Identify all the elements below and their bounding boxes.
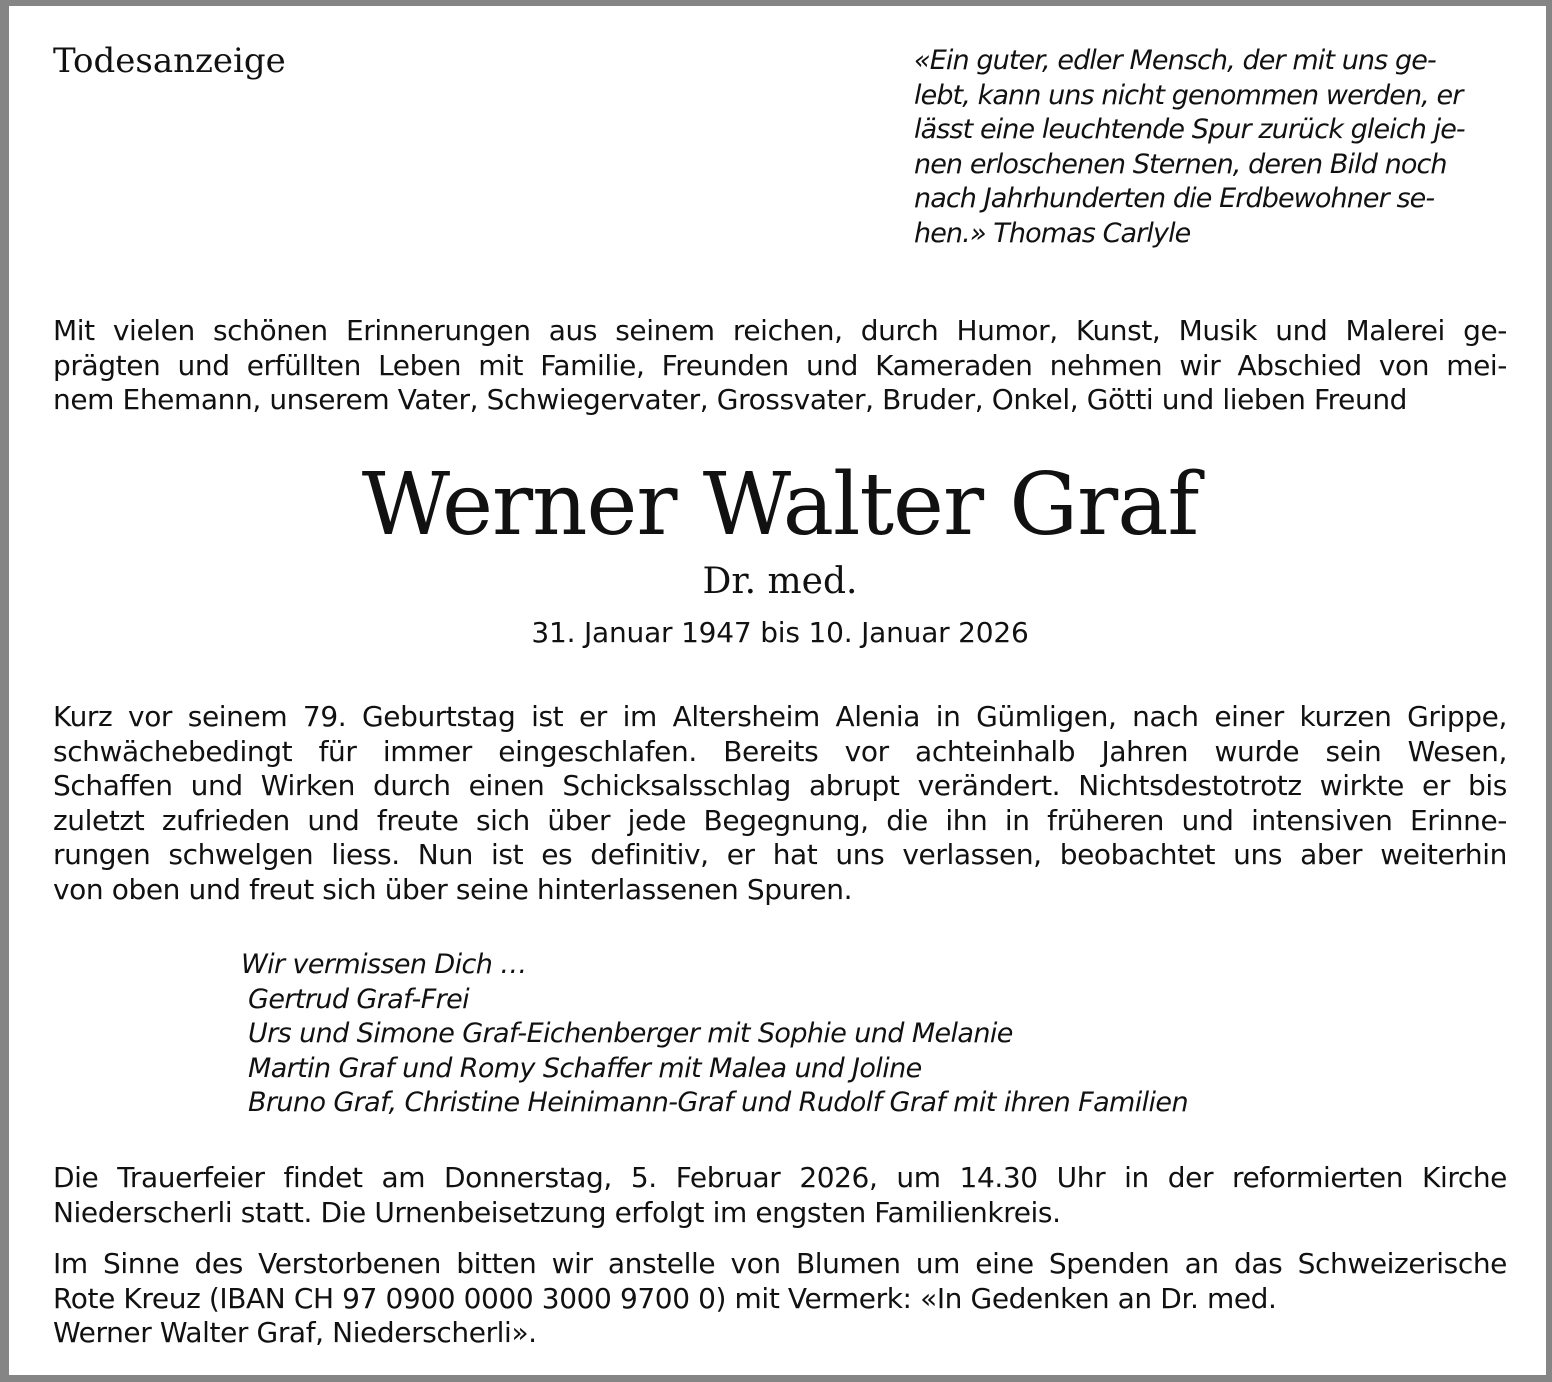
mourner-name: Urs und Simone Graf-Eichenberger mit Sophie und Melanie [248,1018,1013,1049]
bio-line: zuletzt zufrieden und freute sich über jede Begegnung, die ihn in früheren und intensiven Erinne- [53,803,1507,837]
donation-paragraph [53,1247,1507,1351]
biography-paragraph [53,700,1507,907]
ceremony-paragraph [53,1161,1507,1230]
ceremony-line: Niederscherli statt. Die Urnenbeisetzung erfolgt im engsten Familienkreis. [53,1195,1061,1229]
intro-paragraph [53,314,1507,418]
bio-line: rungen schwelgen liess. Nun ist es definitiv, er hat uns verlassen, beobachtet uns aber weiterhin [53,838,1507,871]
bio-line: Kurz vor seinem 79. Geburtstag ist er im Altersheim Alenia in Gümligen, nach einer kurzen Grippe, [53,700,1507,733]
quote-line: «Ein guter, edler Mensch, der mit uns ge- [914,45,1436,76]
intro-line: nem Ehemann, unserem Vater, Schwiegervater, Grossvater, Bruder, Onkel, Götti und lieben Freund [53,383,1408,416]
donation-line: Werner Walter Graf, Niederscherli». [53,1316,537,1349]
mourners-list [241,948,1188,1121]
deceased-name: Werner Walter Graf [361,455,1199,555]
bio-line: Schaffen und Wirken durch einen Schicksalsschlag abrupt verändert. Nichtsdestotrotz wirkte er bis [53,769,1507,802]
donation-line: Rote Kreuz (IBAN CH 97 0900 0000 3000 9700 0) mit Vermerk: «In Gedenken an Dr. med. [53,1281,1277,1315]
intro-line: Mit vielen schönen Erinnerungen aus seinem reichen, durch Humor, Kunst, Musik und Malerei ge- [53,314,1507,347]
quote-line: nach Jahrhunderten die Erdbewohner se- [914,183,1435,214]
donation-line: Im Sinne des Verstorbenen bitten wir anstelle von Blumen um eine Spenden an das Schweizerische [53,1247,1507,1280]
quote-line: nen erloschenen Sternen, deren Bild noch [914,148,1447,180]
mourner-name: Bruno Graf, Christine Heinimann-Graf und Rudolf Graf mit ihren Familien [248,1087,1188,1118]
deceased-title: Dr. med. [702,561,858,602]
quote-line: lässt eine leuchtende Spur zurück gleich je- [914,114,1465,145]
bio-line: schwächebedingt für immer eingeschlafen. Bereits vor achteinhalb Jahren wurde sein Wesen, [53,734,1507,768]
mourner-name: Martin Graf und Romy Schaffer mit Malea und Joline [248,1052,922,1084]
notice-heading: Todesanzeige [53,41,286,81]
epigraph-quote [914,44,1504,251]
quote-line: lebt, kann uns nicht genommen werden, er [914,79,1463,111]
bio-line: von oben und freut sich über seine hinterlassenen Spuren. [53,872,853,906]
ceremony-line: Die Trauerfeier findet am Donnerstag, 5. Februar 2026, um 14.30 Uhr in der reformierten Kirche [53,1161,1507,1194]
life-dates: 31. Januar 1947 bis 10. Januar 2026 [531,616,1029,649]
quote-line: hen.» Thomas Carlyle [914,217,1191,249]
mourners-intro: Wir vermissen Dich … [241,949,527,980]
intro-line: prägten und erfüllten Leben mit Familie, Freunden und Kameraden nehmen wir Abschied von mei- [53,348,1507,382]
mourner-name: Gertrud Graf-Frei [248,983,470,1015]
